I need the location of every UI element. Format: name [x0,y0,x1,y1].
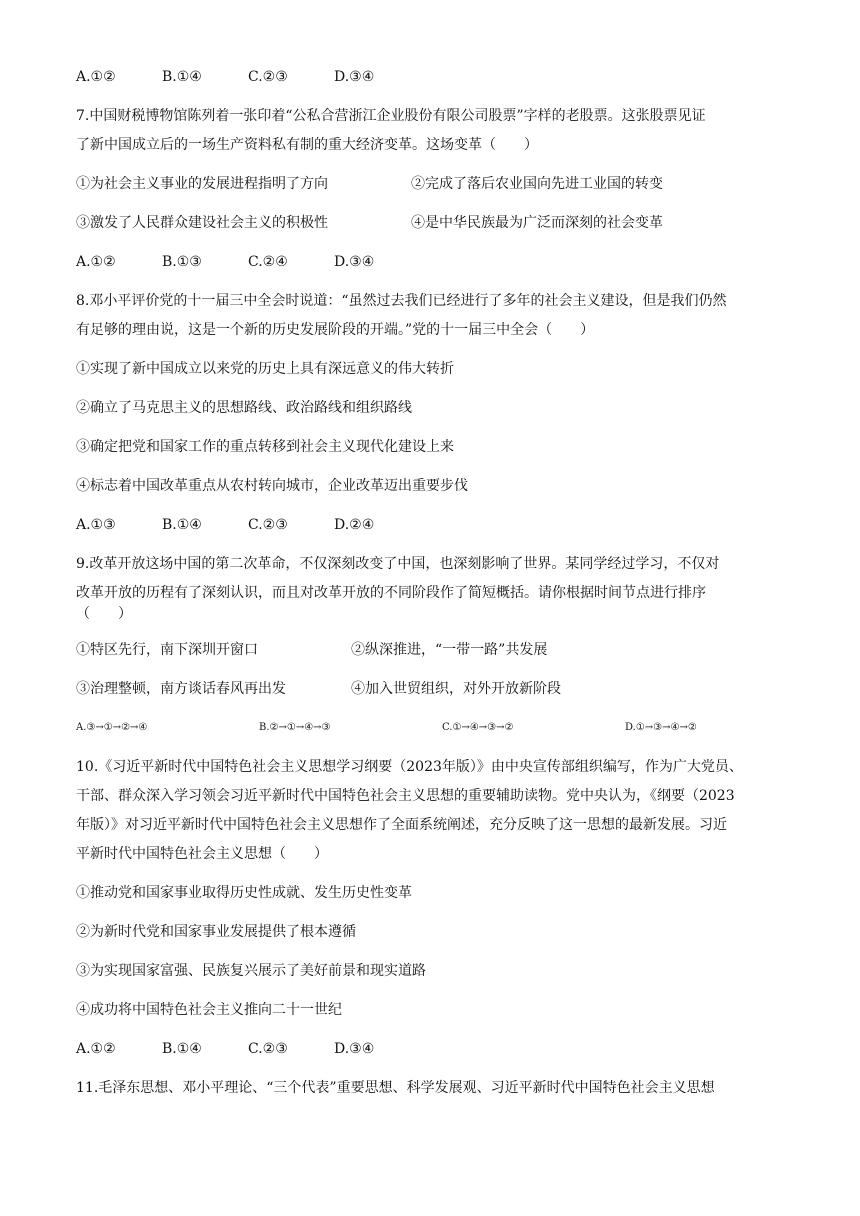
q10-option-c: C.②③ [248,1041,288,1057]
q8-option-d: D.②④ [334,517,375,533]
q9-option-a: A.③→①→②→④ [76,722,148,733]
q9-item-1: ①特区先行，南下深圳开窗口 [76,642,258,658]
q10-options [76,1039,420,1059]
q9-options [76,718,808,738]
q9-option-b: B.②→①→④→③ [259,722,331,733]
q10-option-a: A.①② [76,1041,116,1057]
q10-item-2: ②为新时代党和国家事业发展提供了根本遵循 [76,924,356,940]
q7-stem-line-1: 7.中国财税博物馆陈列着一张印着“公私合营浙江企业股份有限公司股票”字样的老股票。这张股票见证 [76,108,706,124]
q7-options [76,252,420,272]
q10-stem-line-2: 干部、群众深入学习领会习近平新时代中国特色社会主义思想的重要辅助读物。党中央认为，《纲要（2023 [76,788,735,804]
q9-items-row-2 [76,679,561,699]
q8-option-b: B.①④ [162,517,202,533]
q8-option-c: C.②③ [248,517,288,533]
q10-option-d: D.③④ [334,1041,375,1057]
q6-option-c: C.②③ [248,69,288,85]
q7-items-row-1 [76,174,663,194]
q8-option-a: A.①③ [76,517,116,533]
q8-stem-line-1: 8.邓小平评价党的十一届三中全会时说道：“虽然过去我们已经进行了多年的社会主义建设，但是我们仍然 [76,293,727,309]
q10-option-b: B.①④ [162,1041,202,1057]
q11-stem-line-1: 11.毛泽东思想、邓小平理论、“三个代表”重要思想、科学发展观、习近平新时代中国特色社会主义思想 [76,1080,715,1096]
q10-stem-line-1: 10.《习近平新时代中国特色社会主义思想学习纲要（2023年版）》由中央宣传部组织编写，作为广大党员、 [76,759,743,775]
q9-stem-line-1: 9.改革开放这场中国的第二次革命，不仅深刻改变了中国，也深刻影响了世界。某同学经过学习，不仅对 [76,556,720,572]
q7-option-a: A.①② [76,254,116,270]
q7-option-d: D.③④ [334,254,375,270]
q9-items-row-1 [76,640,547,660]
q10-item-4: ④成功将中国特色社会主义推向二十一世纪 [76,1002,342,1018]
q6-option-b: B.①④ [162,69,202,85]
q10-item-1: ①推动党和国家事业取得历史性成就、发生历史性变革 [76,885,412,901]
q7-items-row-2 [76,213,663,233]
q7-item-4: ④是中华民族最为广泛而深刻的社会变革 [411,215,663,231]
q9-item-3: ③治理整顿，南方谈话春风再出发 [76,681,286,697]
q7-option-b: B.①③ [162,254,202,270]
q10-item-3: ③为实现国家富强、民族复兴展示了美好前景和现实道路 [76,963,426,979]
q7-stem-line-2: 了新中国成立后的一场生产资料私有制的重大经济变革。这场变革（ ） [76,137,538,153]
q8-item-1: ①实现了新中国成立以来党的历史上具有深远意义的伟大转折 [76,361,454,377]
q8-item-3: ③确定把党和国家工作的重点转移到社会主义现代化建设上来 [76,439,454,455]
q6-option-d: D.③④ [334,69,375,85]
q9-item-2: ②纵深推进，“一带一路”共发展 [351,642,548,658]
q7-item-1: ①为社会主义事业的发展进程指明了方向 [76,176,328,192]
q7-item-3: ③激发了人民群众建设社会主义的积极性 [76,215,328,231]
q7-option-c: C.②④ [248,254,288,270]
q10-stem-line-4: 平新时代中国特色社会主义思想（ ） [76,846,328,862]
q6-options [76,67,420,87]
q9-stem-line-3: （ ） [76,606,132,622]
q6-option-a: A.①② [76,69,116,85]
q8-options [76,515,420,535]
q10-stem-line-3: 年版）》对习近平新时代中国特色社会主义思想作了全面系统阐述，充分反映了这一思想的最新发展。习近 [76,817,727,833]
q9-option-c: C.①→④→③→② [442,722,514,733]
q9-option-d: D.①→③→④→② [625,722,697,733]
q8-stem-line-2: 有足够的理由说，这是一个新的历史发展阶段的开端。”党的十一届三中全会（ ） [76,322,595,338]
q7-item-2: ②完成了落后农业国向先进工业国的转变 [411,176,663,192]
q8-item-2: ②确立了马克思主义的思想路线、政治路线和组织路线 [76,400,412,416]
q8-item-4: ④标志着中国改革重点从农村转向城市，企业改革迈出重要步伐 [76,478,468,494]
q9-stem-line-2: 改革开放的历程有了深刻认识，而且对改革开放的不同阶段作了简短概括。请你根据时间节点进行排序 [76,585,706,601]
q9-item-4: ④加入世贸组织，对外开放新阶段 [351,681,561,697]
